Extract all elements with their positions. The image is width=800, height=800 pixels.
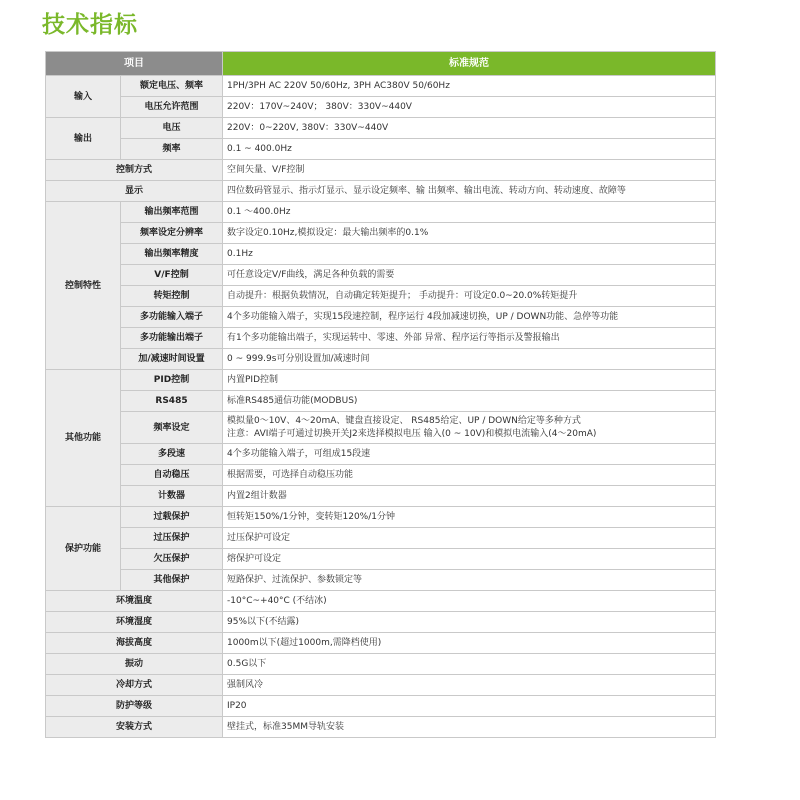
row-value: 有1个多功能输出端子，实现运转中、零速、外部 异常、程序运行等指示及警报输出 <box>223 328 716 349</box>
row-label: 频率 <box>121 139 223 160</box>
row-label: 电压 <box>121 118 223 139</box>
row-label: 电压允许范围 <box>121 97 223 118</box>
row-label: PID控制 <box>121 370 223 391</box>
row-value: 短路保护、过流保护、参数锁定等 <box>223 570 716 591</box>
row-value: 0 ~ 999.9s可分别设置加/减速时间 <box>223 349 716 370</box>
row-label: 显示 <box>46 181 223 202</box>
row-label: 过压保护 <box>121 528 223 549</box>
table-row <box>46 696 716 717</box>
row-label: 环境温度 <box>46 591 223 612</box>
table-row <box>46 97 716 118</box>
row-label: 计数器 <box>121 486 223 507</box>
table-row <box>46 570 716 591</box>
table-header-row <box>46 52 716 76</box>
row-value: 0.1Hz <box>223 244 716 265</box>
row-label: 多功能输出端子 <box>121 328 223 349</box>
row-label: V/F控制 <box>121 265 223 286</box>
row-label: 多段速 <box>121 444 223 465</box>
group-protection: 保护功能 <box>46 507 121 591</box>
row-value: 220V：0~220V, 380V：330V~440V <box>223 118 716 139</box>
row-value: 根据需要，可选择自动稳压功能 <box>223 465 716 486</box>
row-value: 1000m以下(超过1000m,需降档使用) <box>223 633 716 654</box>
header-item: 项目 <box>46 52 223 76</box>
table-row <box>46 486 716 507</box>
row-value: 标准RS485通信功能(MODBUS) <box>223 391 716 412</box>
row-value: 壁挂式，标准35MM导轨安装 <box>223 717 716 738</box>
row-label: 输出频率精度 <box>121 244 223 265</box>
table-row <box>46 412 716 444</box>
row-label: 欠压保护 <box>121 549 223 570</box>
row-value-line: 模拟量0～10V、4～20mA、键盘直接设定、 RS485给定、UP / DOWN给定等多种方式 <box>227 415 581 426</box>
group-input: 输入 <box>46 76 121 118</box>
table-row <box>46 118 716 139</box>
row-label: 自动稳压 <box>121 465 223 486</box>
table-row <box>46 717 716 738</box>
row-value: -10°C~+40°C (不结冰) <box>223 591 716 612</box>
table-row <box>46 139 716 160</box>
header-standard: 标准规范 <box>223 52 716 76</box>
row-label: RS485 <box>121 391 223 412</box>
row-label: 海拔高度 <box>46 633 223 654</box>
row-label: 安装方式 <box>46 717 223 738</box>
spec-table <box>45 51 716 738</box>
row-value: 4个多功能输入端子，可组成15段速 <box>223 444 716 465</box>
row-value: 0.5G以下 <box>223 654 716 675</box>
row-value: 内置2组计数器 <box>223 486 716 507</box>
row-label: 环境湿度 <box>46 612 223 633</box>
row-value: 恒转矩150%/1分钟，变转矩120%/1分钟 <box>223 507 716 528</box>
row-label: 输出频率范围 <box>121 202 223 223</box>
page-title: 技术指标 <box>42 12 138 38</box>
table-row <box>46 244 716 265</box>
row-label: 其他保护 <box>121 570 223 591</box>
table-row <box>46 444 716 465</box>
row-value: 熔保护可设定 <box>223 549 716 570</box>
table-row <box>46 633 716 654</box>
table-row <box>46 370 716 391</box>
row-value: 1PH/3PH AC 220V 50/60Hz, 3PH AC380V 50/60Hz <box>223 76 716 97</box>
table-row <box>46 391 716 412</box>
row-value: 强制风冷 <box>223 675 716 696</box>
row-value: 空间矢量、V/F控制 <box>223 160 716 181</box>
row-value: 过压保护可设定 <box>223 528 716 549</box>
row-value: 四位数码管显示、指示灯显示、显示设定频率、输 出频率、输出电流、转动方向、转动速度、故障等 <box>223 181 716 202</box>
row-label: 频率设定 <box>121 412 223 444</box>
table-row <box>46 507 716 528</box>
table-row <box>46 612 716 633</box>
row-value: 自动提升：根据负载情况，自动确定转矩提升； 手动提升：可设定0.0~20.0%转矩提升 <box>223 286 716 307</box>
table-row <box>46 307 716 328</box>
row-label: 振动 <box>46 654 223 675</box>
row-value: 0.1 ～400.0Hz <box>223 202 716 223</box>
row-label: 转矩控制 <box>121 286 223 307</box>
table-row <box>46 181 716 202</box>
row-value: 内置PID控制 <box>223 370 716 391</box>
table-row <box>46 265 716 286</box>
row-label: 冷却方式 <box>46 675 223 696</box>
row-label: 额定电压、频率 <box>121 76 223 97</box>
table-row <box>46 160 716 181</box>
group-output: 输出 <box>46 118 121 160</box>
group-other-functions: 其他功能 <box>46 370 121 507</box>
table-row <box>46 328 716 349</box>
table-row <box>46 528 716 549</box>
table-row <box>46 591 716 612</box>
table-row <box>46 465 716 486</box>
row-value: 4个多功能输入端子，实现15段速控制，程序运行 4段加减速切换，UP / DOWN功能、急停等功能 <box>223 307 716 328</box>
table-row <box>46 223 716 244</box>
row-label: 频率设定分辨率 <box>121 223 223 244</box>
table-row <box>46 549 716 570</box>
group-control-features: 控制特性 <box>46 202 121 370</box>
table-row <box>46 654 716 675</box>
table-row <box>46 675 716 696</box>
row-value: 95%以下(不结露) <box>223 612 716 633</box>
table-row <box>46 76 716 97</box>
row-value: 数字设定0.10Hz,模拟设定：最大输出频率的0.1% <box>223 223 716 244</box>
row-label: 加/减速时间设置 <box>121 349 223 370</box>
row-value: IP20 <box>223 696 716 717</box>
row-label: 防护等级 <box>46 696 223 717</box>
row-value: 可任意设定V/F曲线，满足各种负载的需要 <box>223 265 716 286</box>
row-label: 多功能输入端子 <box>121 307 223 328</box>
row-value: 0.1 ~ 400.0Hz <box>223 139 716 160</box>
table-row <box>46 349 716 370</box>
row-value-line: 注意：AVI端子可通过切换开关J2来选择模拟电压 输入(0 ~ 10V)和模拟电流输入(4～20mA) <box>227 428 597 439</box>
row-label: 过载保护 <box>121 507 223 528</box>
row-label: 控制方式 <box>46 160 223 181</box>
row-value <box>223 412 716 444</box>
table-row <box>46 202 716 223</box>
table-row <box>46 286 716 307</box>
row-value: 220V：170V~240V； 380V：330V~440V <box>223 97 716 118</box>
